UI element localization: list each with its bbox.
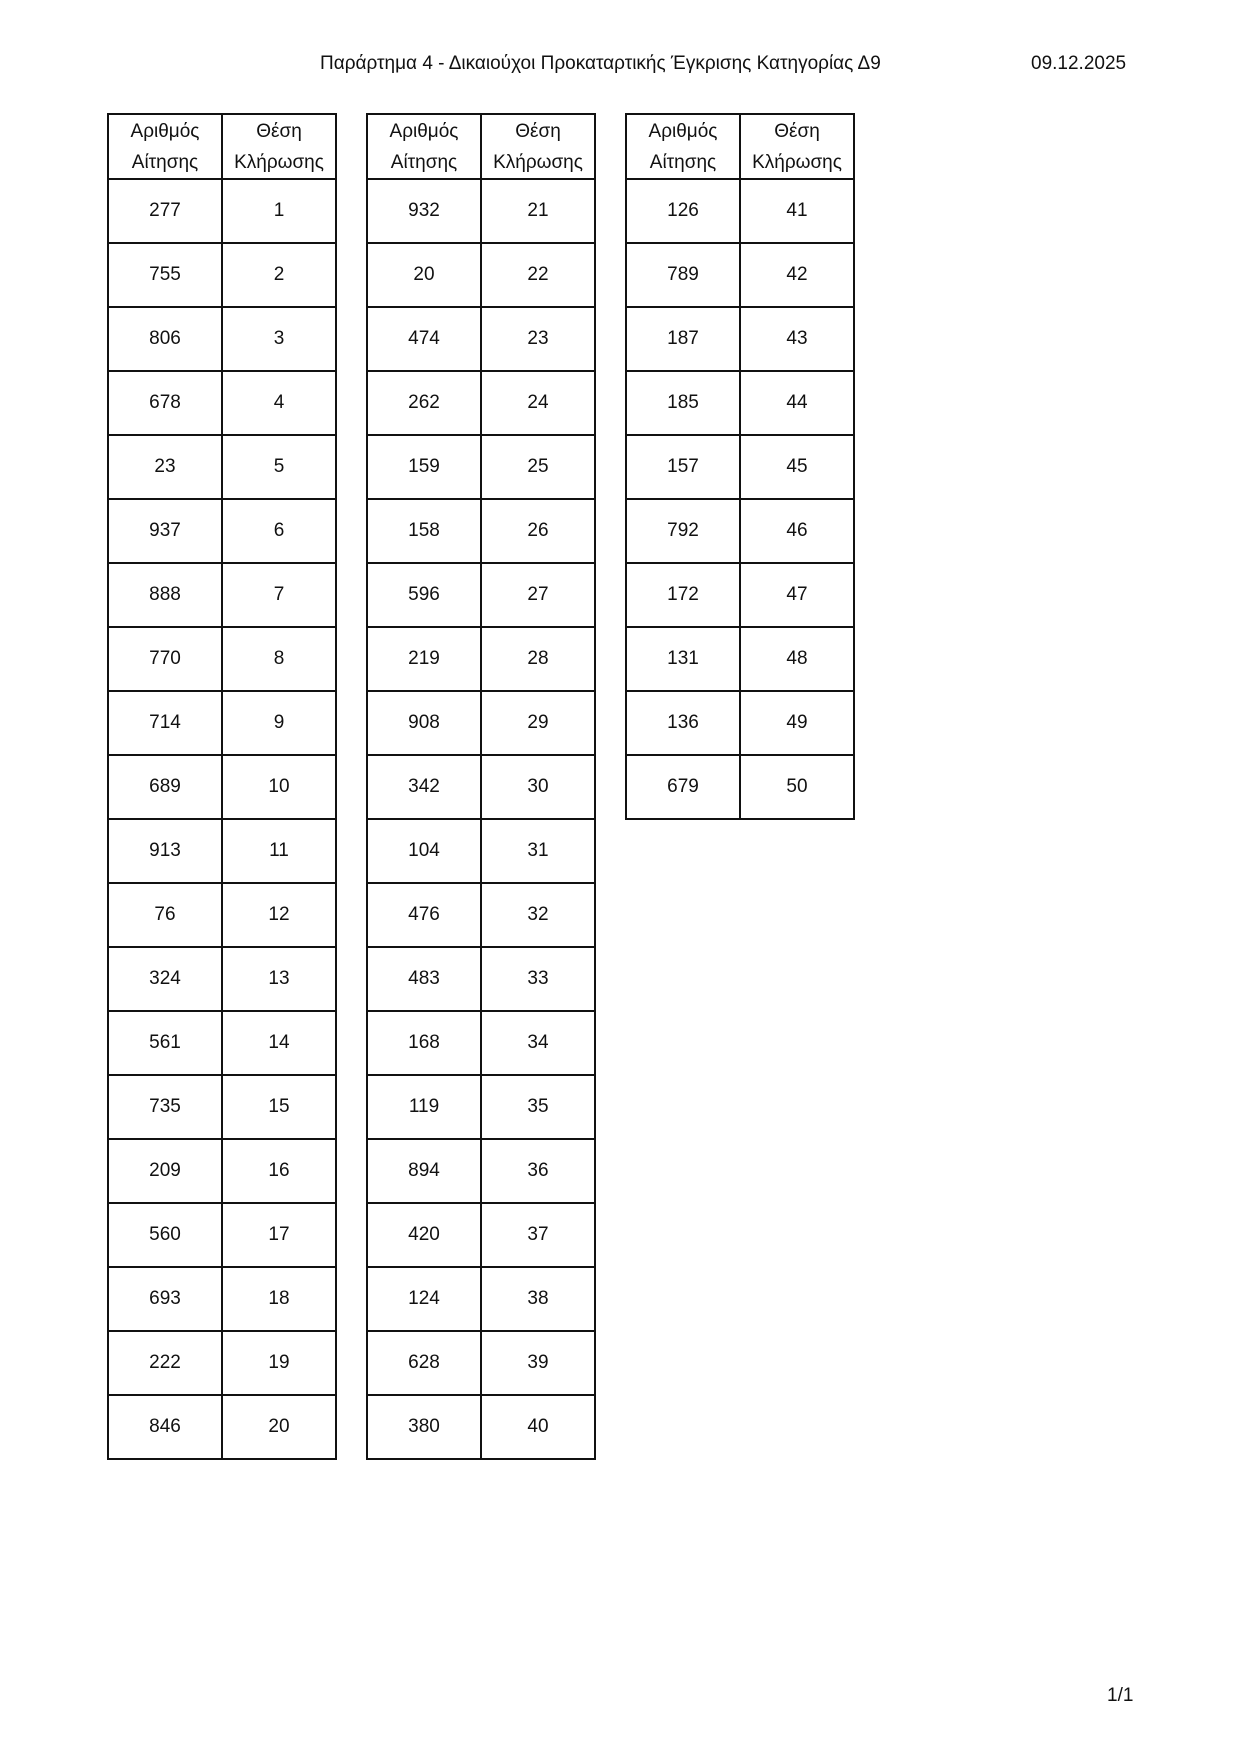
column-header-application-number bbox=[367, 114, 481, 179]
application-number-cell: 136 bbox=[626, 691, 740, 755]
table-row bbox=[367, 819, 595, 883]
table-row bbox=[367, 1395, 595, 1459]
table-row bbox=[626, 435, 854, 499]
draw-position-cell: 8 bbox=[222, 627, 336, 691]
application-number-cell: 131 bbox=[626, 627, 740, 691]
application-number-cell: 483 bbox=[367, 947, 481, 1011]
draw-position-cell: 12 bbox=[222, 883, 336, 947]
table-row bbox=[367, 435, 595, 499]
column-header-application-number bbox=[626, 114, 740, 179]
page-number: 1/1 bbox=[1107, 1685, 1134, 1706]
draw-position-cell: 15 bbox=[222, 1075, 336, 1139]
table-row bbox=[367, 307, 595, 371]
table-row bbox=[108, 691, 336, 755]
draw-position-cell: 19 bbox=[222, 1331, 336, 1395]
draw-position-cell: 49 bbox=[740, 691, 854, 755]
draw-position-cell: 43 bbox=[740, 307, 854, 371]
application-number-cell: 908 bbox=[367, 691, 481, 755]
table-row bbox=[367, 1331, 595, 1395]
application-number-cell: 159 bbox=[367, 435, 481, 499]
table-row bbox=[626, 755, 854, 819]
application-number-cell: 187 bbox=[626, 307, 740, 371]
header-text: Αριθμός bbox=[130, 120, 200, 142]
table-row bbox=[367, 691, 595, 755]
application-number-cell: 474 bbox=[367, 307, 481, 371]
table-row bbox=[367, 947, 595, 1011]
table-row bbox=[626, 627, 854, 691]
draw-position-cell: 29 bbox=[481, 691, 595, 755]
application-number-cell: 735 bbox=[108, 1075, 222, 1139]
application-number-cell: 792 bbox=[626, 499, 740, 563]
table-row bbox=[626, 371, 854, 435]
application-number-cell: 209 bbox=[108, 1139, 222, 1203]
draw-position-cell: 41 bbox=[740, 179, 854, 243]
draw-position-cell: 1 bbox=[222, 179, 336, 243]
draw-position-cell: 32 bbox=[481, 883, 595, 947]
table-row bbox=[626, 499, 854, 563]
draw-position-cell: 33 bbox=[481, 947, 595, 1011]
draw-position-cell: 40 bbox=[481, 1395, 595, 1459]
results-table-3 bbox=[625, 113, 855, 820]
draw-position-cell: 27 bbox=[481, 563, 595, 627]
column-header-draw-position bbox=[222, 114, 336, 179]
draw-position-cell: 34 bbox=[481, 1011, 595, 1075]
table-row bbox=[108, 1331, 336, 1395]
application-number-cell: 846 bbox=[108, 1395, 222, 1459]
draw-position-cell: 14 bbox=[222, 1011, 336, 1075]
header-text: Κλήρωσης bbox=[493, 151, 583, 173]
page-date: 09.12.2025 bbox=[1031, 53, 1127, 74]
header-text: Αίτησης bbox=[649, 151, 717, 173]
table-row bbox=[108, 307, 336, 371]
table-row bbox=[367, 243, 595, 307]
header-text: Θέση bbox=[774, 120, 820, 142]
draw-position-cell: 46 bbox=[740, 499, 854, 563]
application-number-cell: 888 bbox=[108, 563, 222, 627]
application-number-cell: 420 bbox=[367, 1203, 481, 1267]
application-number-cell: 23 bbox=[108, 435, 222, 499]
header-text: Κλήρωσης bbox=[234, 151, 324, 173]
application-number-cell: 596 bbox=[367, 563, 481, 627]
application-number-cell: 126 bbox=[626, 179, 740, 243]
table-row bbox=[367, 883, 595, 947]
table-row bbox=[367, 1203, 595, 1267]
application-number-cell: 104 bbox=[367, 819, 481, 883]
table-row bbox=[626, 307, 854, 371]
table-row bbox=[367, 499, 595, 563]
draw-position-cell: 9 bbox=[222, 691, 336, 755]
table-row bbox=[108, 563, 336, 627]
header-text: Θέση bbox=[515, 120, 561, 142]
draw-position-cell: 50 bbox=[740, 755, 854, 819]
table-row bbox=[108, 1395, 336, 1459]
header-text: Αίτησης bbox=[390, 151, 458, 173]
application-number-cell: 158 bbox=[367, 499, 481, 563]
table-row bbox=[108, 819, 336, 883]
page-title: Παράρτημα 4 - Δικαιούχοι Προκαταρτικής Έγκρισης Κατηγορίας Δ9 bbox=[320, 53, 881, 74]
draw-position-cell: 25 bbox=[481, 435, 595, 499]
table-row bbox=[626, 691, 854, 755]
draw-position-cell: 48 bbox=[740, 627, 854, 691]
table-row bbox=[367, 563, 595, 627]
draw-position-cell: 22 bbox=[481, 243, 595, 307]
draw-position-cell: 6 bbox=[222, 499, 336, 563]
draw-position-cell: 4 bbox=[222, 371, 336, 435]
application-number-cell: 894 bbox=[367, 1139, 481, 1203]
table-row bbox=[108, 1203, 336, 1267]
application-number-cell: 628 bbox=[367, 1331, 481, 1395]
header-text: Θέση bbox=[256, 120, 302, 142]
header-text: Κλήρωσης bbox=[752, 151, 842, 173]
table-row bbox=[108, 179, 336, 243]
application-number-cell: 678 bbox=[108, 371, 222, 435]
application-number-cell: 172 bbox=[626, 563, 740, 627]
column-header-draw-position bbox=[481, 114, 595, 179]
application-number-cell: 937 bbox=[108, 499, 222, 563]
application-number-cell: 20 bbox=[367, 243, 481, 307]
table-header-row bbox=[108, 114, 336, 179]
application-number-cell: 157 bbox=[626, 435, 740, 499]
table-row bbox=[108, 1075, 336, 1139]
draw-position-cell: 39 bbox=[481, 1331, 595, 1395]
table-row bbox=[367, 1267, 595, 1331]
results-table-2 bbox=[366, 113, 596, 1460]
draw-position-cell: 36 bbox=[481, 1139, 595, 1203]
table-row bbox=[367, 755, 595, 819]
draw-position-cell: 47 bbox=[740, 563, 854, 627]
application-number-cell: 168 bbox=[367, 1011, 481, 1075]
draw-position-cell: 13 bbox=[222, 947, 336, 1011]
table-row bbox=[108, 1267, 336, 1331]
draw-position-cell: 20 bbox=[222, 1395, 336, 1459]
application-number-cell: 476 bbox=[367, 883, 481, 947]
draw-position-cell: 38 bbox=[481, 1267, 595, 1331]
application-number-cell: 76 bbox=[108, 883, 222, 947]
results-table-1 bbox=[107, 113, 337, 1460]
draw-position-cell: 16 bbox=[222, 1139, 336, 1203]
draw-position-cell: 37 bbox=[481, 1203, 595, 1267]
table-row bbox=[367, 371, 595, 435]
table-row bbox=[626, 243, 854, 307]
table-row bbox=[108, 1011, 336, 1075]
table-header-row bbox=[367, 114, 595, 179]
draw-position-cell: 44 bbox=[740, 371, 854, 435]
column-header-application-number bbox=[108, 114, 222, 179]
draw-position-cell: 35 bbox=[481, 1075, 595, 1139]
header-text: Αριθμός bbox=[389, 120, 459, 142]
table-row bbox=[367, 179, 595, 243]
draw-position-cell: 11 bbox=[222, 819, 336, 883]
table-row bbox=[108, 435, 336, 499]
draw-position-cell: 30 bbox=[481, 755, 595, 819]
table-row bbox=[367, 1139, 595, 1203]
draw-position-cell: 7 bbox=[222, 563, 336, 627]
table-header-row bbox=[626, 114, 854, 179]
draw-position-cell: 18 bbox=[222, 1267, 336, 1331]
draw-position-cell: 28 bbox=[481, 627, 595, 691]
header-text: Αριθμός bbox=[648, 120, 718, 142]
table-row bbox=[108, 755, 336, 819]
application-number-cell: 932 bbox=[367, 179, 481, 243]
application-number-cell: 806 bbox=[108, 307, 222, 371]
draw-position-cell: 3 bbox=[222, 307, 336, 371]
draw-position-cell: 2 bbox=[222, 243, 336, 307]
draw-position-cell: 17 bbox=[222, 1203, 336, 1267]
table-row bbox=[626, 563, 854, 627]
draw-position-cell: 23 bbox=[481, 307, 595, 371]
application-number-cell: 755 bbox=[108, 243, 222, 307]
application-number-cell: 714 bbox=[108, 691, 222, 755]
header-text: Αίτησης bbox=[131, 151, 199, 173]
application-number-cell: 222 bbox=[108, 1331, 222, 1395]
application-number-cell: 913 bbox=[108, 819, 222, 883]
table-row bbox=[108, 883, 336, 947]
table-row bbox=[108, 371, 336, 435]
table-row bbox=[367, 627, 595, 691]
table-row bbox=[108, 1139, 336, 1203]
draw-position-cell: 10 bbox=[222, 755, 336, 819]
table-row bbox=[108, 243, 336, 307]
application-number-cell: 560 bbox=[108, 1203, 222, 1267]
application-number-cell: 185 bbox=[626, 371, 740, 435]
table-row bbox=[367, 1075, 595, 1139]
table-row bbox=[108, 499, 336, 563]
application-number-cell: 124 bbox=[367, 1267, 481, 1331]
application-number-cell: 277 bbox=[108, 179, 222, 243]
application-number-cell: 119 bbox=[367, 1075, 481, 1139]
application-number-cell: 219 bbox=[367, 627, 481, 691]
application-number-cell: 324 bbox=[108, 947, 222, 1011]
table-row bbox=[108, 947, 336, 1011]
application-number-cell: 770 bbox=[108, 627, 222, 691]
draw-position-cell: 24 bbox=[481, 371, 595, 435]
draw-position-cell: 26 bbox=[481, 499, 595, 563]
application-number-cell: 380 bbox=[367, 1395, 481, 1459]
table-row bbox=[626, 179, 854, 243]
application-number-cell: 679 bbox=[626, 755, 740, 819]
draw-position-cell: 31 bbox=[481, 819, 595, 883]
application-number-cell: 262 bbox=[367, 371, 481, 435]
draw-position-cell: 5 bbox=[222, 435, 336, 499]
table-row bbox=[108, 627, 336, 691]
application-number-cell: 689 bbox=[108, 755, 222, 819]
table-row bbox=[367, 1011, 595, 1075]
application-number-cell: 693 bbox=[108, 1267, 222, 1331]
application-number-cell: 561 bbox=[108, 1011, 222, 1075]
column-header-draw-position bbox=[740, 114, 854, 179]
application-number-cell: 342 bbox=[367, 755, 481, 819]
draw-position-cell: 42 bbox=[740, 243, 854, 307]
application-number-cell: 789 bbox=[626, 243, 740, 307]
draw-position-cell: 45 bbox=[740, 435, 854, 499]
draw-position-cell: 21 bbox=[481, 179, 595, 243]
